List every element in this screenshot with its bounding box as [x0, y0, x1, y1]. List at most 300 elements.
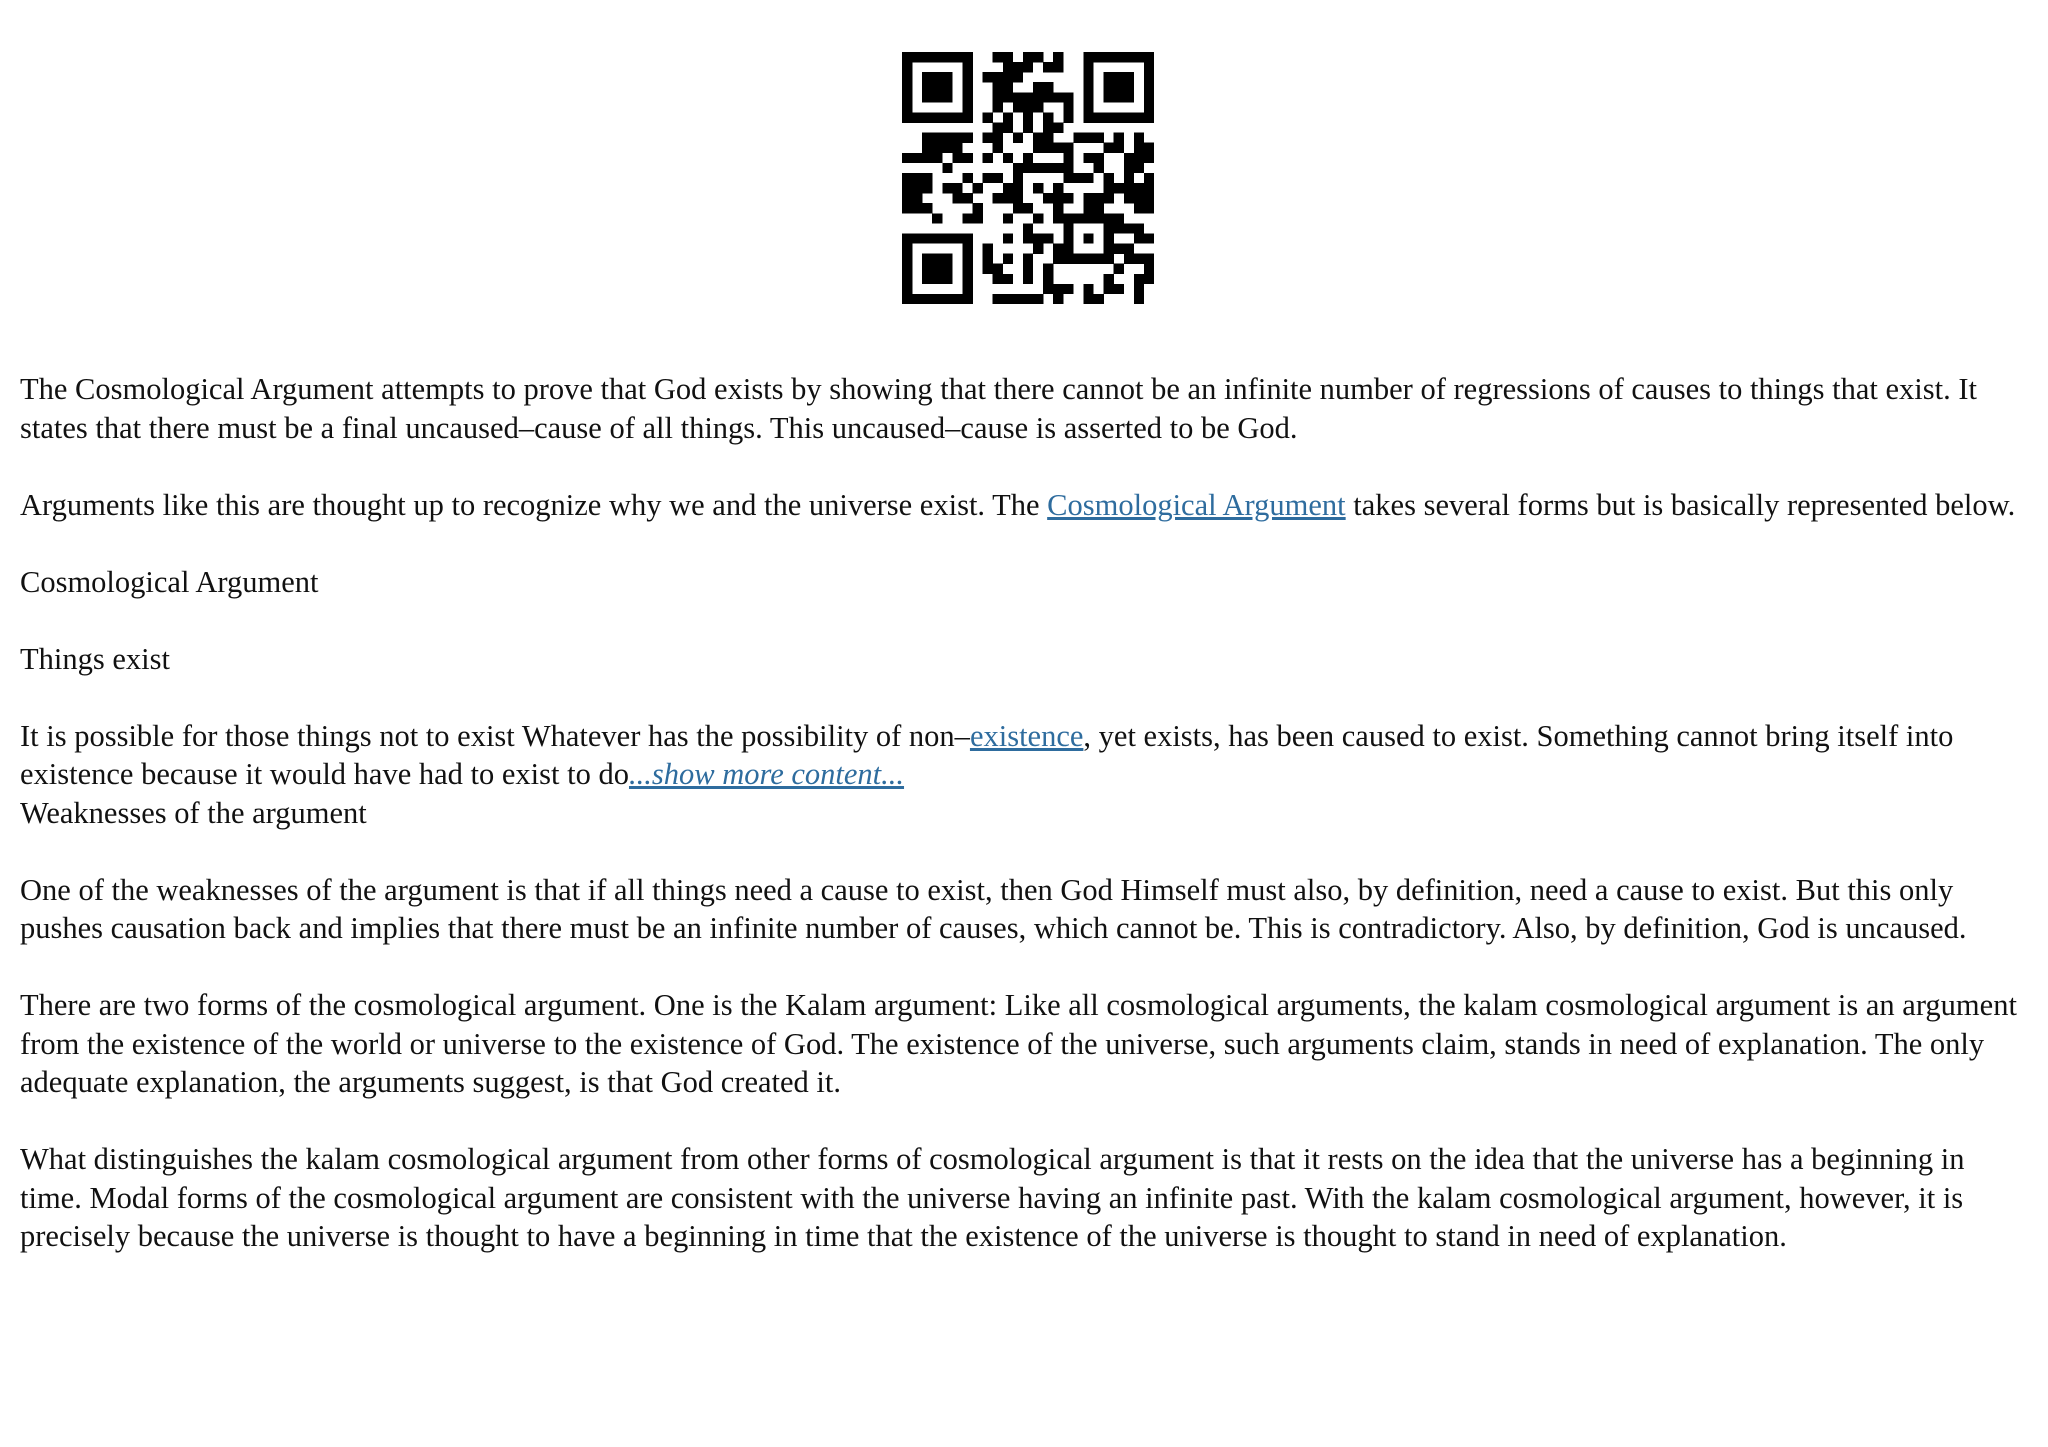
- qr-module: [1104, 254, 1114, 264]
- show-more-link[interactable]: ...show more content...: [628, 757, 905, 791]
- qr-module: [1063, 173, 1073, 183]
- qr-module: [1144, 254, 1154, 264]
- qr-module: [1013, 163, 1023, 173]
- forms-paragraph: [20, 486, 2030, 525]
- qr-module: [1114, 244, 1124, 254]
- qr-module: [962, 264, 972, 274]
- qr-module: [952, 294, 962, 304]
- qr-module: [1033, 133, 1043, 143]
- qr-module: [1114, 133, 1124, 143]
- qr-module: [912, 153, 922, 163]
- qr-module: [1124, 163, 1134, 173]
- section-heading-weaknesses: Weaknesses of the argument: [20, 795, 367, 830]
- qr-module: [1144, 62, 1154, 72]
- cosmological-argument-link[interactable]: Cosmological Argument: [1047, 487, 1346, 522]
- qr-module: [902, 62, 912, 72]
- qr-module: [1114, 223, 1124, 233]
- qr-module: [902, 72, 912, 82]
- qr-module: [1134, 223, 1144, 233]
- qr-module: [983, 133, 993, 143]
- qr-module: [1063, 233, 1073, 243]
- qr-module: [1144, 52, 1154, 62]
- qr-module: [1043, 82, 1053, 92]
- qr-module: [993, 52, 1003, 62]
- qr-module: [993, 72, 1003, 82]
- qr-module: [1134, 153, 1144, 163]
- qr-module: [1134, 163, 1144, 173]
- qr-module: [902, 82, 912, 92]
- qr-module: [1003, 183, 1013, 193]
- qr-module: [1134, 294, 1144, 304]
- qr-module: [983, 254, 993, 264]
- qr-module: [1033, 143, 1043, 153]
- qr-module: [1053, 62, 1063, 72]
- qr-module: [952, 193, 962, 203]
- qr-module: [922, 173, 932, 183]
- qr-code-image: [902, 52, 1154, 304]
- qr-module: [1094, 193, 1104, 203]
- article-body: [20, 370, 2030, 1294]
- qr-module: [912, 183, 922, 193]
- qr-module: [1083, 173, 1093, 183]
- qr-module: [1043, 274, 1053, 284]
- qr-module: [1144, 233, 1154, 243]
- qr-module: [1144, 193, 1154, 203]
- qr-module: [1144, 112, 1154, 122]
- qr-module: [942, 112, 952, 122]
- qr-module: [1063, 284, 1073, 294]
- qr-module: [1114, 183, 1124, 193]
- forms-text-after: takes several forms but is basically represented below.: [1345, 487, 2016, 522]
- qr-module: [1124, 254, 1134, 264]
- qr-module: [1063, 143, 1073, 153]
- qr-module: [1053, 193, 1063, 203]
- qr-module: [1134, 203, 1144, 213]
- qr-module: [1104, 284, 1114, 294]
- qr-module: [1003, 92, 1013, 102]
- qr-module: [952, 143, 962, 153]
- qr-module: [993, 123, 1003, 133]
- qr-module: [1114, 143, 1124, 153]
- qr-module: [922, 133, 932, 143]
- qr-module: [922, 82, 932, 92]
- qr-module: [1083, 213, 1093, 223]
- qr-module: [952, 233, 962, 243]
- qr-module: [962, 244, 972, 254]
- qr-module: [922, 233, 932, 243]
- qr-module: [1134, 133, 1144, 143]
- qr-module: [1083, 203, 1093, 213]
- qr-module: [1104, 82, 1114, 92]
- qr-module: [973, 213, 983, 223]
- qr-module: [1144, 274, 1154, 284]
- qr-module: [932, 133, 942, 143]
- qr-module: [942, 92, 952, 102]
- qr-module: [902, 274, 912, 284]
- qr-module: [932, 274, 942, 284]
- qr-module: [1083, 52, 1093, 62]
- qr-module: [1144, 143, 1154, 153]
- qr-module: [962, 284, 972, 294]
- qr-module: [993, 133, 1003, 143]
- qr-module: [962, 153, 972, 163]
- qr-module: [902, 294, 912, 304]
- qr-module: [1013, 102, 1023, 112]
- qr-module: [912, 52, 922, 62]
- qr-module: [1003, 52, 1013, 62]
- forms-text-before: Arguments like this are thought up to recognize why we and the universe exist. The: [20, 487, 1048, 522]
- qr-module: [1003, 153, 1013, 163]
- qr-module: [922, 274, 932, 284]
- qr-module: [902, 92, 912, 102]
- qr-module: [1023, 52, 1033, 62]
- qr-module: [1043, 284, 1053, 294]
- qr-module: [912, 173, 922, 183]
- qr-module: [1104, 143, 1114, 153]
- qr-module: [1023, 163, 1033, 173]
- qr-module: [1124, 153, 1134, 163]
- qr-module: [1003, 82, 1013, 92]
- qr-module: [1013, 183, 1023, 193]
- qr-module: [1053, 183, 1063, 193]
- qr-code: [902, 52, 1154, 304]
- qr-module: [1094, 52, 1104, 62]
- qr-module: [993, 92, 1003, 102]
- qr-module: [1033, 163, 1043, 173]
- qr-module: [902, 193, 912, 203]
- qr-module: [942, 52, 952, 62]
- qr-module: [1134, 52, 1144, 62]
- qr-module: [962, 102, 972, 112]
- qr-module: [942, 82, 952, 92]
- qr-module: [1134, 193, 1144, 203]
- qr-module: [1023, 233, 1033, 243]
- qr-module: [942, 254, 952, 264]
- qr-module: [993, 264, 1003, 274]
- qr-module: [1023, 92, 1033, 102]
- qr-module: [1043, 92, 1053, 102]
- qr-module: [952, 52, 962, 62]
- qr-module: [922, 92, 932, 102]
- qr-module: [1013, 173, 1023, 183]
- qr-module: [1043, 123, 1053, 133]
- qr-module: [1043, 193, 1053, 203]
- qr-module: [942, 72, 952, 82]
- qr-module: [932, 82, 942, 92]
- qr-module: [1053, 203, 1063, 213]
- qr-module: [922, 153, 932, 163]
- qr-module: [932, 153, 942, 163]
- qr-module: [922, 112, 932, 122]
- qr-module: [962, 294, 972, 304]
- qr-module: [1023, 112, 1033, 122]
- qr-module: [1063, 92, 1073, 102]
- qr-module: [1094, 112, 1104, 122]
- qr-module: [902, 112, 912, 122]
- qr-module: [1104, 92, 1114, 102]
- qr-module: [1144, 92, 1154, 102]
- qr-module: [1104, 52, 1114, 62]
- qr-module: [1003, 193, 1013, 203]
- qr-module: [962, 92, 972, 102]
- premise-text-after: , yet exists, has been caused to exist. Something cannot bring itself into existence because it would have had to exist to do: [20, 718, 1954, 791]
- qr-module: [1023, 203, 1033, 213]
- qr-module: [993, 193, 1003, 203]
- qr-module: [932, 112, 942, 122]
- premise-paragraph: [20, 717, 2030, 794]
- qr-module: [902, 173, 912, 183]
- qr-module: [942, 133, 952, 143]
- qr-module: [1124, 244, 1134, 254]
- qr-module: [932, 254, 942, 264]
- qr-module: [932, 213, 942, 223]
- qr-module: [962, 173, 972, 183]
- intro-paragraph: The Cosmological Argument attempts to prove that God exists by showing that there cannot be an infinite number of regressions of causes to things that exist. It states that there must be a final uncaused–cause of all things. This uncaused–cause is asserted to be God.: [20, 372, 1977, 445]
- qr-module: [1134, 143, 1144, 153]
- qr-module: [1073, 133, 1083, 143]
- qr-module: [962, 72, 972, 82]
- qr-module: [1023, 123, 1033, 133]
- qr-module: [1114, 112, 1124, 122]
- qr-module: [1043, 143, 1053, 153]
- qr-module: [1043, 163, 1053, 173]
- qr-module: [1144, 82, 1154, 92]
- qr-module: [952, 183, 962, 193]
- qr-module: [922, 52, 932, 62]
- qr-module: [1083, 82, 1093, 92]
- qr-module: [1023, 264, 1033, 274]
- qr-module: [902, 153, 912, 163]
- qr-module: [1013, 72, 1023, 82]
- qr-module: [902, 254, 912, 264]
- qr-module: [983, 153, 993, 163]
- qr-module: [962, 193, 972, 203]
- qr-module: [1114, 72, 1124, 82]
- qr-module: [1114, 82, 1124, 92]
- qr-module: [1104, 193, 1114, 203]
- qr-module: [942, 233, 952, 243]
- qr-module: [1094, 153, 1104, 163]
- qr-module: [1134, 254, 1144, 264]
- qr-module: [1144, 183, 1154, 193]
- qr-module: [922, 264, 932, 274]
- qr-module: [993, 82, 1003, 92]
- qr-module: [1063, 163, 1073, 173]
- qr-module: [912, 193, 922, 203]
- qr-module: [962, 82, 972, 92]
- qr-module: [922, 72, 932, 82]
- qr-module: [932, 52, 942, 62]
- qr-module: [1144, 102, 1154, 112]
- qr-module: [1083, 233, 1093, 243]
- qr-module: [1104, 223, 1114, 233]
- section-heading-cosmological: Cosmological Argument: [20, 564, 319, 599]
- kalam-distinction-paragraph: What distinguishes the kalam cosmological argument from other forms of cosmological argument is that it rests on the idea that the universe has a beginning in time. Modal forms of the cosmological argument are consistent with the universe having an infinite past. With the kalam cosmological argument, however, it is precisely because the universe is thought to have a beginning in time that the existence of the universe is thought to stand in need of explanation.: [20, 1142, 1965, 1253]
- qr-module: [1063, 244, 1073, 254]
- qr-module: [973, 183, 983, 193]
- qr-module: [1083, 294, 1093, 304]
- qr-module: [1023, 223, 1033, 233]
- qr-module: [922, 254, 932, 264]
- qr-module: [1124, 193, 1134, 203]
- qr-module: [1083, 153, 1093, 163]
- qr-module: [1023, 153, 1033, 163]
- qr-module: [1053, 294, 1063, 304]
- qr-module: [1094, 203, 1104, 213]
- qr-module: [1144, 264, 1154, 274]
- qr-module: [1083, 72, 1093, 82]
- qr-module: [1063, 112, 1073, 122]
- qr-module: [962, 133, 972, 143]
- qr-module: [1083, 133, 1093, 143]
- qr-module: [1053, 213, 1063, 223]
- qr-module: [983, 244, 993, 254]
- qr-module: [942, 183, 952, 193]
- qr-module: [1073, 173, 1083, 183]
- qr-module: [902, 52, 912, 62]
- qr-module: [932, 264, 942, 274]
- qr-module: [1094, 213, 1104, 223]
- qr-module: [983, 173, 993, 183]
- qr-module: [1063, 193, 1073, 203]
- qr-module: [1124, 92, 1134, 102]
- qr-module: [1033, 52, 1043, 62]
- qr-module: [1104, 244, 1114, 254]
- qr-module: [1023, 274, 1033, 284]
- qr-module: [1063, 223, 1073, 233]
- qr-module: [1114, 213, 1124, 223]
- qr-module: [1083, 193, 1093, 203]
- qr-module: [1043, 112, 1053, 122]
- qr-module: [1053, 163, 1063, 173]
- qr-module: [952, 112, 962, 122]
- qr-module: [1013, 92, 1023, 102]
- qr-module: [1114, 264, 1124, 274]
- qr-module: [922, 143, 932, 153]
- qr-module: [922, 294, 932, 304]
- qr-module: [1043, 264, 1053, 274]
- qr-module: [942, 163, 952, 173]
- qr-module: [932, 72, 942, 82]
- qr-module: [1104, 173, 1114, 183]
- qr-module: [993, 294, 1003, 304]
- qr-module: [1053, 284, 1063, 294]
- qr-module: [1124, 173, 1134, 183]
- qr-module: [1003, 72, 1013, 82]
- qr-module: [952, 153, 962, 163]
- qr-module: [1134, 284, 1144, 294]
- kalam-paragraph: There are two forms of the cosmological argument. One is the Kalam argument: Like all cosmological arguments, the kalam cosmological argument is an argument from the existence of the world or universe to the existence of God. The existence of the universe, such arguments claim, stands in need of explanation. The only adequate explanation, the arguments suggest, is that God created it.: [20, 988, 2017, 1099]
- qr-module: [1063, 102, 1073, 112]
- qr-module: [1144, 203, 1154, 213]
- qr-module: [1083, 92, 1093, 102]
- qr-module: [983, 112, 993, 122]
- qr-module: [1003, 62, 1013, 72]
- qr-module: [1013, 193, 1023, 203]
- qr-module: [1013, 62, 1023, 72]
- qr-module: [1033, 183, 1043, 193]
- qr-module: [1053, 244, 1063, 254]
- qr-module: [1053, 123, 1063, 133]
- qr-module: [1013, 133, 1023, 143]
- qr-module: [1124, 183, 1134, 193]
- qr-module: [1033, 233, 1043, 243]
- qr-module: [1033, 294, 1043, 304]
- qr-module: [993, 274, 1003, 284]
- qr-module: [1033, 244, 1043, 254]
- qr-module: [932, 233, 942, 243]
- qr-module: [962, 254, 972, 264]
- qr-module: [1134, 183, 1144, 193]
- qr-module: [1104, 274, 1114, 284]
- qr-module: [973, 203, 983, 213]
- qr-module: [1033, 92, 1043, 102]
- qr-module: [1114, 52, 1124, 62]
- qr-module: [902, 264, 912, 274]
- qr-module: [1073, 254, 1083, 264]
- qr-module: [1134, 112, 1144, 122]
- qr-module: [902, 203, 912, 213]
- qr-module: [1094, 254, 1104, 264]
- qr-module: [993, 143, 1003, 153]
- qr-module: [1043, 233, 1053, 243]
- qr-module: [1104, 72, 1114, 82]
- qr-module: [1063, 153, 1073, 163]
- qr-module: [922, 183, 932, 193]
- qr-module: [1124, 223, 1134, 233]
- qr-module: [1053, 143, 1063, 153]
- qr-module: [1053, 52, 1063, 62]
- qr-module: [993, 102, 1003, 112]
- qr-module: [1104, 112, 1114, 122]
- qr-module: [1094, 294, 1104, 304]
- qr-module: [1073, 213, 1083, 223]
- weakness-paragraph: One of the weaknesses of the argument is that if all things need a cause to exist, then God Himself must also, by definition, need a cause to exist. But this only pushes causation back and implies that there must be an infinite number of causes, which cannot be. This is contradictory. Also, by definition, God is uncaused.: [20, 872, 1967, 945]
- qr-module: [1083, 62, 1093, 72]
- qr-module: [912, 203, 922, 213]
- qr-module: [902, 284, 912, 294]
- qr-module: [1144, 173, 1154, 183]
- qr-module: [962, 213, 972, 223]
- qr-module: [1053, 254, 1063, 264]
- qr-module: [1124, 82, 1134, 92]
- qr-module: [1104, 183, 1114, 193]
- qr-module: [942, 294, 952, 304]
- qr-module: [1094, 163, 1104, 173]
- qr-module: [1114, 92, 1124, 102]
- existence-link[interactable]: existence: [969, 718, 1084, 753]
- qr-module: [1003, 123, 1013, 133]
- qr-module: [1003, 294, 1013, 304]
- qr-module: [1144, 72, 1154, 82]
- qr-module: [983, 264, 993, 274]
- qr-module: [962, 233, 972, 243]
- qr-module: [1003, 213, 1013, 223]
- qr-module: [1003, 254, 1013, 264]
- qr-module: [1013, 203, 1023, 213]
- qr-module: [932, 143, 942, 153]
- qr-module: [902, 233, 912, 243]
- qr-module: [952, 133, 962, 143]
- qr-module: [1023, 254, 1033, 264]
- qr-module: [1124, 72, 1134, 82]
- qr-module: [1003, 112, 1013, 122]
- qr-module: [1114, 284, 1124, 294]
- qr-module: [1023, 294, 1033, 304]
- qr-module: [1134, 233, 1144, 243]
- qr-module: [1043, 62, 1053, 72]
- qr-module: [1083, 112, 1093, 122]
